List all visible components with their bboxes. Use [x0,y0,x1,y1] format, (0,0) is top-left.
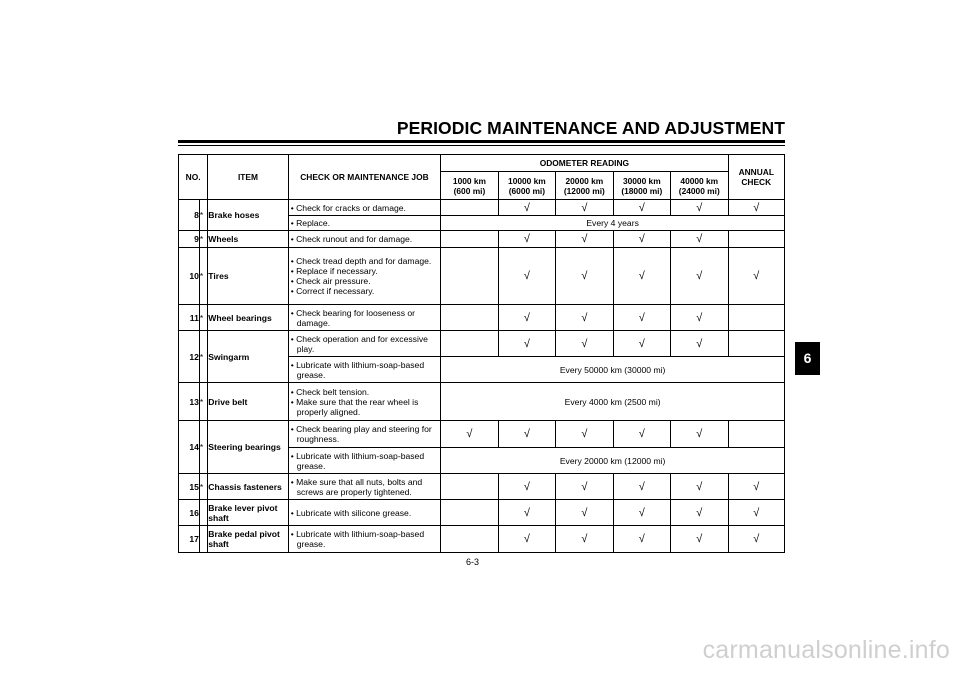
job-bullet: • Replace. [290,218,331,228]
check-mark: √ [498,500,555,526]
header-odometer: ODOMETER READING [441,155,728,172]
annual-check-mark: √ [728,248,784,305]
watermark: carmanualsonline.info [702,636,950,664]
chapter-tab: 6 [795,342,820,375]
row-number: 14 [179,421,200,474]
check-mark: √ [498,331,555,357]
row-item: Steering bearings [208,421,288,474]
row-number: 11 [179,305,200,331]
check-mark: √ [498,231,555,248]
job-bullet: • Make sure that all nuts, bolts and screws are properly tightened. [290,476,423,497]
job-bullet: • Check bearing for looseness or damage. [290,307,416,328]
check-mark: √ [556,474,613,500]
check-mark: √ [613,421,670,448]
star-mark: * [199,474,207,500]
check-mark: √ [498,526,555,553]
title-rule-thick [178,140,785,143]
job-bullet: • Check for cracks or damage. [290,202,406,213]
page-title: PERIODIC MAINTENANCE AND ADJUSTMENT [396,118,785,138]
title-rule-thin [178,145,785,146]
check-mark: √ [671,474,728,500]
check-mark: √ [498,200,555,216]
job-bullet: • Lubricate with lithium-soap-based grease. [290,359,425,380]
star-mark: * [199,305,207,331]
job-bullet: • Lubricate with silicone grease. [290,507,412,518]
table-row [179,231,785,248]
job-bullet: • Check belt tension. [290,386,370,397]
table-row [179,500,785,526]
check-mark: √ [556,500,613,526]
row-item: Chassis fasteners [208,474,288,500]
star-mark: * [199,331,207,383]
check-mark: √ [671,500,728,526]
check-mark: √ [613,200,670,216]
header-item: ITEM [208,155,288,200]
check-mark: √ [556,248,613,305]
table-row [179,248,785,305]
check-mark: √ [671,248,728,305]
check-mark: √ [671,200,728,216]
interval-span: Every 20000 km (12000 mi) [441,448,785,474]
check-mark: √ [671,526,728,553]
row-number: 12 [179,331,200,383]
row-item: Tires [208,248,288,305]
star-mark: * [199,383,207,421]
header-interval: 1000 km (600 mi) [441,172,498,200]
check-mark: √ [556,526,613,553]
check-mark: √ [556,200,613,216]
star-mark: * [199,200,207,231]
annual-check-mark: √ [728,474,784,500]
check-mark: √ [613,305,670,331]
check-mark: √ [498,421,555,448]
interval-span: Every 4 years [441,216,785,231]
table-row [179,200,785,216]
table-row [179,331,785,357]
page-number: 6-3 [466,557,480,567]
job-bullet: • Check operation and for excessive play. [290,333,428,354]
table-row [179,474,785,500]
job-bullet: • Check runout and for damage. [290,234,413,244]
star-mark: * [199,231,207,248]
job-bullet: • Check tread depth and for damage. [290,256,432,266]
row-number: 9 [179,231,200,248]
star-mark: * [199,421,207,474]
row-number: 13 [179,383,200,421]
annual-check-mark: √ [728,200,784,216]
row-item: Wheel bearings [208,305,288,331]
row-number: 8 [179,200,200,231]
row-number: 15 [179,474,200,500]
table-row [179,526,785,553]
row-number: 17 [179,526,200,553]
check-mark: √ [498,248,555,305]
check-mark: √ [613,500,670,526]
check-mark: √ [671,421,728,448]
header-no: NO. [179,155,208,200]
job-bullet: • Make sure that the rear wheel is properly aligned. [290,396,419,417]
star-mark: * [199,248,207,305]
maintenance-table [178,154,785,553]
row-item: Brake lever pivot shaft [208,500,288,526]
table-row [179,383,785,421]
header-interval: 10000 km (6000 mi) [498,172,555,200]
check-mark: √ [613,474,670,500]
check-mark: √ [671,305,728,331]
header-interval: 30000 km (18000 mi) [613,172,670,200]
check-mark: √ [613,331,670,357]
header-interval: 20000 km (12000 mi) [556,172,613,200]
annual-check-mark: √ [728,526,784,553]
check-mark: √ [613,526,670,553]
check-mark: √ [556,421,613,448]
check-mark: √ [441,421,498,448]
job-bullet: • Check air pressure. [290,276,371,286]
table-row [179,421,785,448]
check-mark: √ [613,248,670,305]
header-interval: 40000 km (24000 mi) [671,172,728,200]
row-item: Brake hoses [208,200,288,231]
interval-span: Every 50000 km (30000 mi) [441,357,785,383]
row-item: Drive belt [208,383,288,421]
check-mark: √ [613,231,670,248]
row-item: Wheels [208,231,288,248]
job-bullet: • Lubricate with lithium-soap-based grease. [290,529,425,549]
check-mark: √ [498,474,555,500]
row-item: Swingarm [208,331,288,383]
job-bullet: • Correct if necessary. [290,286,375,296]
table-row [179,305,785,331]
check-mark: √ [671,331,728,357]
job-bullet: • Replace if necessary. [290,266,378,276]
check-mark: √ [556,231,613,248]
check-mark: √ [556,305,613,331]
check-mark: √ [556,331,613,357]
job-bullet: • Lubricate with lithium-soap-based grease. [290,450,425,471]
row-number: 16 [179,500,200,526]
job-bullet: • Check bearing play and steering for roughness. [290,424,432,444]
annual-check-mark: √ [728,500,784,526]
row-number: 10 [179,248,200,305]
check-mark: √ [671,231,728,248]
row-item: Brake pedal pivot shaft [208,526,288,553]
check-mark: √ [498,305,555,331]
interval-span: Every 4000 km (2500 mi) [441,383,785,421]
header-job: CHECK OR MAINTENANCE JOB [288,155,441,200]
header-annual: ANNUAL CHECK [728,155,784,200]
